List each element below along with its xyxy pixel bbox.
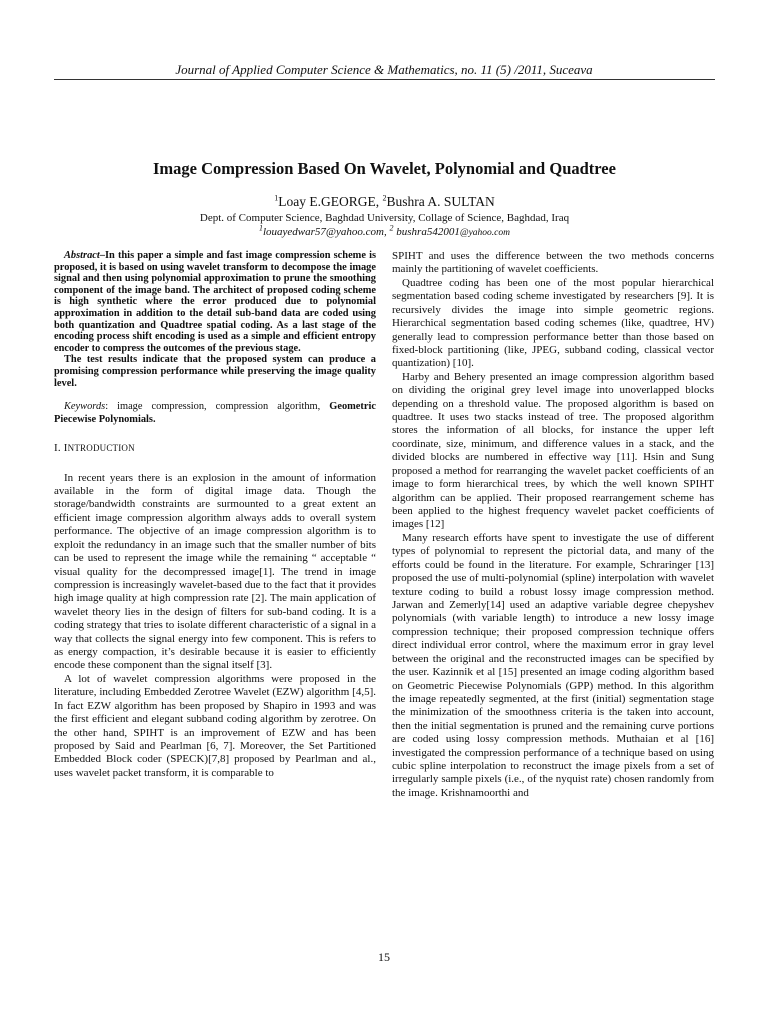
right-column (392, 250, 714, 800)
email-2-domain: @yahoo.com (459, 228, 510, 238)
emails (54, 225, 715, 240)
author1-affiliation-mark: 1 (274, 193, 279, 203)
abstract (54, 250, 376, 389)
author2-affiliation-mark: 2 (382, 193, 387, 203)
author-2: Bushra A. SULTAN (386, 194, 495, 209)
keywords-bold: Geometric Piecewise Polynomials. (54, 401, 376, 426)
journal-header: Journal of Applied Computer Science & Mathematics, no. 11 (5) /2011, Suceava (175, 62, 593, 77)
email1-mark: 1 (258, 223, 263, 233)
email2-mark: 2 (389, 223, 394, 233)
email-2-user: bushra542001 (393, 226, 460, 238)
intro-paragraph-1: In recent years there is an explosion in the amount of information available in the form of digital image data. Though the storage/bandwidth constraints are surmounted to a great extent an efficient image compression algorithm always adds to overall system performance. The objective of an image compression algorithm is to exploit the redundancy in an image such that the smaller number of bits can be used to represent the image while the remaining “ acceptable “ visual quality for the decompressed image[1]. The trend in image compression is increasingly wavelet-based due to the fact that it provides high image quality at high compression rate [2]. The main application of wavelet theory lies in the design of filters for sub-band coding. It is a coding strategy that tries to isolate different characteristic of a signal in a way that collects the signal energy into few component. This is refers to as energy compaction, it’s desirable because it is easier to efficiently encode these component than the signal itself [3]. (54, 471, 376, 672)
page-number: 15 (378, 950, 390, 964)
email-1[interactable]: louayedwar57@yahoo.com, (262, 226, 390, 238)
right-paragraph-2: Quadtree coding has been one of the most popular hierarchical segmentation based coding scheme investigated by researchers [9]. It is recursively divides the image into simple geometric regions. Hierarchical segmentation based coding schemes (like, quadtree, HV) generally lead to compression performance better than those based on fixed-block partitioning (like, JPEG, subband coding, classical vector quantization) [10]. (392, 276, 714, 370)
email-2[interactable] (394, 226, 510, 238)
keywords-lead: Keywords (64, 401, 106, 413)
section-title: NTRODUCTION (67, 443, 135, 454)
abstract-lead: Abstract (64, 250, 100, 261)
intro-paragraph-2: A lot of wavelet compression algorithms were proposed in the literature, including Embedded Zerotree Wavelet (EZW) algorithm [4,5]. In fact EZW algorithm has been proposed by Shapiro in 1993 and was the first efficient and elegant subband coding algorithm by zerotree. On the other hand, SPIHT is an improvement of EZW and has been proposed by Said and Pearlman [6, 7]. Moreover, the Set Partitioned Embedded Block coder (SPECK)[7,8] proposed by Pearlman and al., uses wavelet packet transform, it is comparable to (54, 672, 376, 779)
keywords-text: : image compression, compression algorithm, (105, 401, 330, 413)
abstract-paragraph-1 (54, 250, 376, 354)
header-rule (54, 79, 715, 80)
right-paragraph-3: Harby and Behery presented an image compression algorithm based on dividing the original grey level image into unoverlapped blocks depending on a threshold value. The proposed algorithm is based on quadtree. It uses two stacks instead of tree. The proposed algorithm stores the information of all blocks, for instance the upper left coordinate, size, minimum, and difference values in a stack, and the divided blocks are numbered in effective way [11]. Hsin and Sung proposed a method for rearranging the wavelet packet coefficients of an image to form hierarchical trees, by which the well known SPIHT algorithm can be applied. Their proposed rearrangement scheme has been applied to the highest frequency wavelet packet coefficients of images [12] (392, 370, 714, 531)
keywords (54, 400, 376, 426)
abstract-paragraph-2: The test results indicate that the proposed system can produce a promising compression performance while preserving the image quality level. (54, 354, 376, 389)
author-1: Loay E.GEORGE, (278, 194, 383, 209)
section-heading-introduction (54, 442, 376, 455)
paper-title: Image Compression Based On Wavelet, Polynomial and Quadtree (153, 159, 616, 178)
section-number: I. I (54, 442, 68, 455)
right-paragraph-1: SPIHT and uses the difference between the two methods concerns mainly the partitioning of wavelet coefficients. (392, 250, 714, 276)
abstract-text: –In this paper a simple and fast image compression scheme is proposed, it is based on using wavelet transform to decompose the image signal and then using polynomial approximation to prune the smoothing component of the image band. The architect of proposed coding scheme is high synthetic where the error produced due to polynomial approximation in addition to the detail sub-band data are coded using both quantization and Quadtree spatial coding. As a last stage of the encoding process shift encoding is used as a simple and efficient entropy encoder to compress the outcomes of the previous stage. (54, 250, 376, 354)
right-paragraph-4: Many research efforts have spent to investigate the use of different types of polynomial to represent the pictorial data, and many of the efforts could be found in the literature. For example, Schraringer [13] proposed the use of multi-polynomial (spline) interpolation with wavelet texture coding to build a robust lossy image compression method. Jarwan and Zemerly[14] used an adaptive variable degree chepyshev polynomials (with variable length) to introduce a new lossy image compression technique; their proposed compression technique offers direct individual error control, where the maximum error in gray level between the original and the reconstructed images can be specified by the user. Kazinnik et al [15] presented an image coding algorithm based on Geometric Piecewise Polynomials (GPP) method. In this algorithm the image repeatedly segmented, at the first (initial) segmentation stage the minimization of the smoothness criteria is the taken into account, then the initial segmentation is pruned and the remaining curve portions are coded using lossy compression methods. Muthaian et al [16] investigated the compression performance of a technique based on using cubic spline interpolation to reconstruct the image pixels from a set of irregularly sample pixels (i.e., of the nyquist rate) chosen randomly from the image. Krishnamoorthi and (392, 531, 714, 799)
authors (54, 193, 715, 211)
left-column (54, 250, 376, 780)
affiliation: Dept. of Computer Science, Baghdad University, Collage of Science, Baghdad, Iraq (199, 212, 570, 224)
